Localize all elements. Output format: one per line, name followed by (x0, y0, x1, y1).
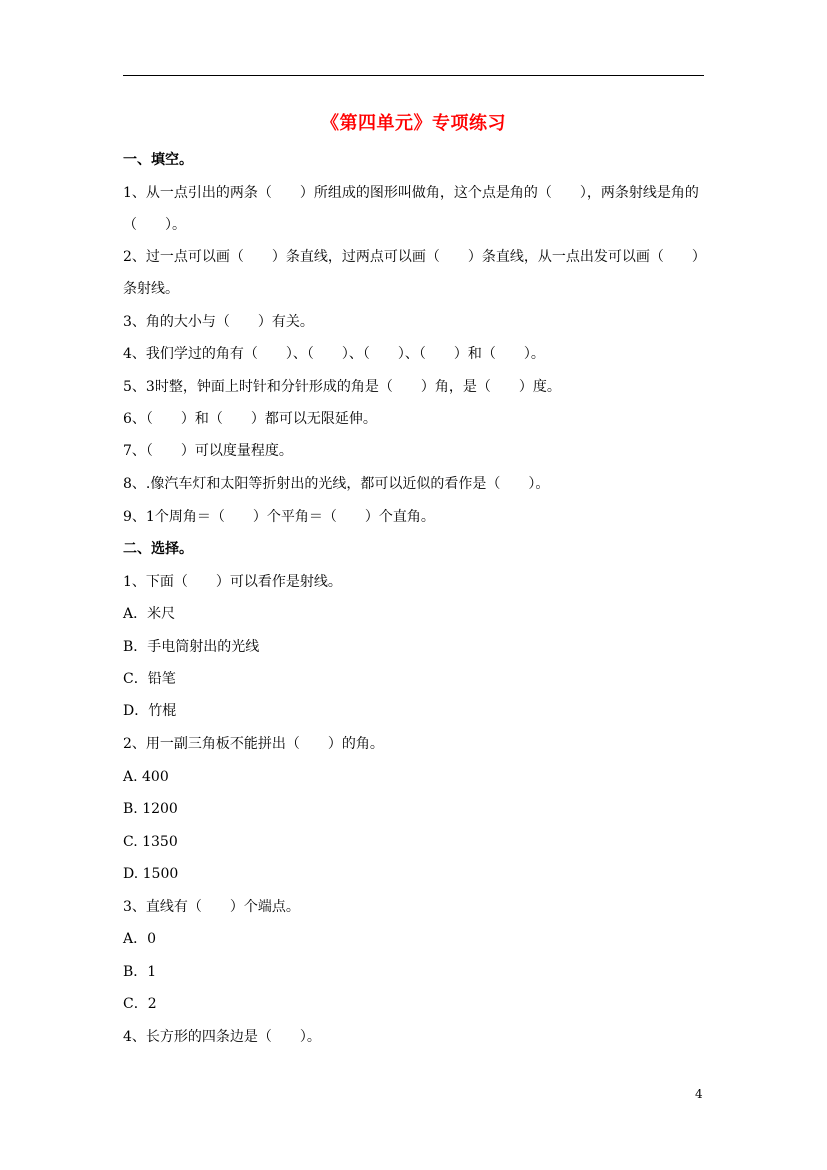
fill-question-7: 7、（ ）可以度量程度。 (123, 443, 293, 459)
page-number: 4 (695, 1087, 703, 1101)
choice-question-2-option-b: B. 1200 (123, 801, 178, 817)
fill-question-4: 4、我们学过的角有（ ）、（ ）、（ ）、（ ）和（ ）。 (123, 346, 545, 362)
choice-question-1-option-d: D．竹棍 (123, 703, 177, 719)
choice-question-1: 1、下面（ ）可以看作是射线。 (123, 574, 342, 590)
choice-question-2-option-a: A. 400 (123, 769, 169, 785)
fill-question-9: 9、1个周角＝（ ）个平角＝（ ）个直角。 (123, 509, 435, 525)
choice-question-2: 2、用一副三角板不能拼出（ ）的角。 (123, 736, 384, 752)
choice-question-1-option-a: A．米尺 (123, 606, 176, 622)
fill-question-5: 5、3时整，钟面上时针和分针形成的角是（ ）角，是（ ）度。 (123, 379, 561, 395)
fill-question-6: 6、（ ）和（ ）都可以无限延伸。 (123, 411, 377, 427)
fill-question-1-line-1: 1、从一点引出的两条（ ）所组成的图形叫做角，这个点是角的（ ），两条射线是角的 (123, 185, 699, 201)
choice-question-2-option-c: C. 1350 (123, 834, 178, 850)
choice-question-3-option-b: B．1 (123, 964, 157, 980)
document-title: 《第四单元》专项练习 (321, 113, 506, 134)
choice-question-4: 4、长方形的四条边是（ ）。 (123, 1029, 321, 1045)
section-heading-fill-in: 一、填空。 (123, 152, 193, 168)
fill-question-1-line-2: （ ）。 (123, 217, 186, 233)
header-rule (123, 75, 704, 76)
fill-question-2-line-2: 条射线。 (123, 281, 179, 297)
section-heading-choice: 二、选择。 (123, 541, 193, 557)
choice-question-3-option-a: A．0 (123, 931, 157, 947)
choice-question-3-option-c: C．2 (123, 996, 157, 1012)
choice-question-1-option-b: B．手电筒射出的光线 (123, 639, 260, 655)
fill-question-3: 3、角的大小与（ ）有关。 (123, 314, 314, 330)
choice-question-2-option-d: D. 1500 (123, 866, 179, 882)
fill-question-2-line-1: 2、过一点可以画（ ）条直线，过两点可以画（ ）条直线，从一点出发可以画（ ） (123, 249, 706, 265)
choice-question-1-option-c: C．铅笔 (123, 671, 176, 687)
fill-question-8: 8、.像汽车灯和太阳等折射出的光线，都可以近似的看作是（ ）。 (123, 476, 550, 492)
choice-question-3: 3、直线有（ ）个端点。 (123, 899, 300, 915)
